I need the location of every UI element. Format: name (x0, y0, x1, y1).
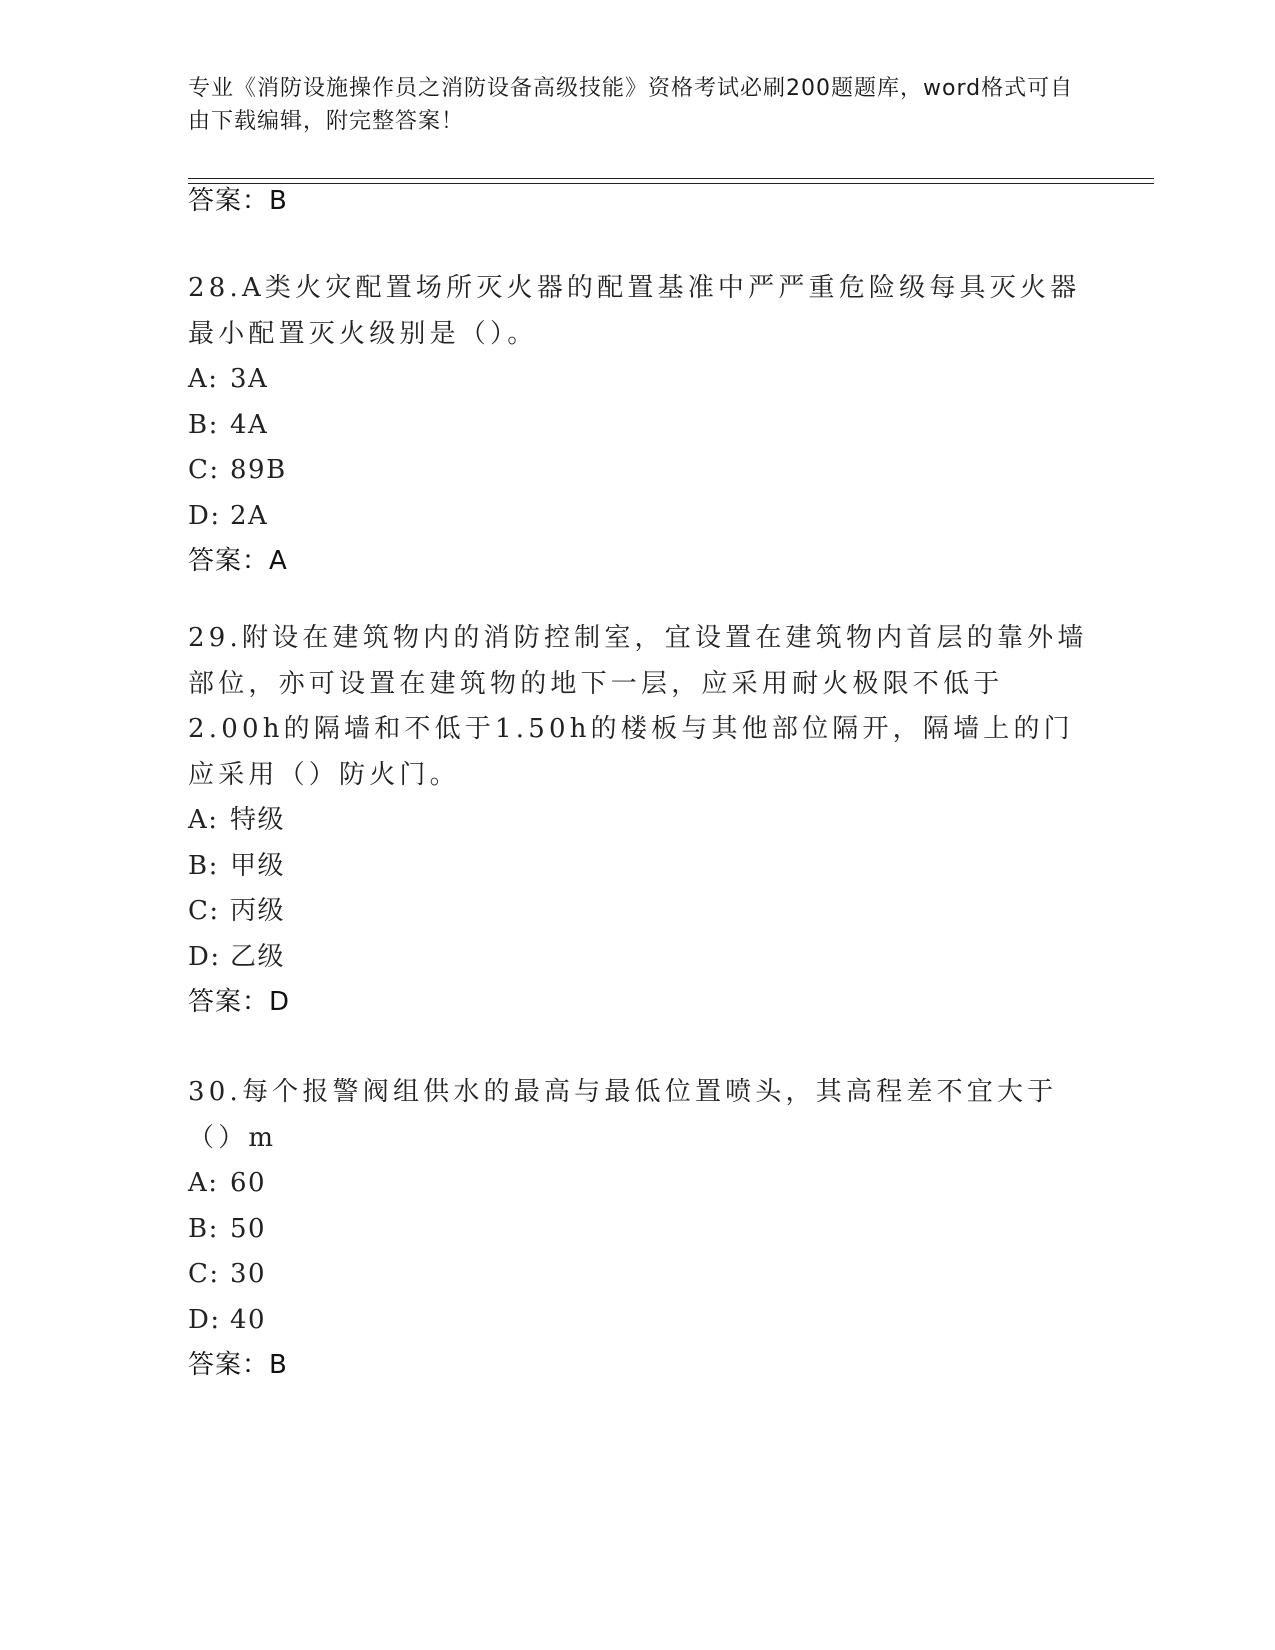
option-label: C: (188, 1259, 220, 1289)
question-28 (188, 266, 1088, 585)
option-label: A: (188, 1168, 219, 1198)
option-text: 60 (230, 1168, 267, 1198)
option-c (188, 1252, 1088, 1298)
question-answer: 答案：A (188, 546, 288, 576)
option-b (188, 403, 1088, 449)
question-answer: 答案：B (188, 1350, 288, 1380)
option-text: 30 (230, 1259, 267, 1289)
question-stem: 29.附设在建筑物内的消防控制室，宜设置在建筑物内首层的靠外墙部位，亦可设置在建筑物的地下一层，应采用耐火极限不低于2.00h的隔墙和不低于1.50h的楼板与其他部位隔开，隔墙上的门应采用（）防火门。 (188, 623, 1088, 790)
option-text: 89B (230, 455, 287, 485)
option-text: 4A (230, 409, 269, 440)
option-label: C: (188, 896, 220, 926)
option-text: 3A (230, 364, 269, 394)
question-stem: 28.A类火灾配置场所灭火器的配置基准中严严重危险级每具灭火器最小配置灭火级别是（）。 (188, 273, 1081, 349)
option-a (188, 1161, 1088, 1207)
option-c (188, 889, 1088, 935)
option-text: 乙级 (230, 941, 286, 972)
question-29 (188, 616, 1088, 1026)
option-text: 50 (230, 1213, 267, 1244)
question-30 (188, 1070, 1088, 1389)
option-text: 丙级 (230, 896, 286, 926)
option-text: 2A (230, 500, 269, 531)
header-divider-bottom (188, 183, 1154, 184)
option-d (188, 494, 1088, 540)
option-text: 40 (230, 1304, 267, 1335)
option-label: C: (188, 455, 220, 485)
option-label: A: (188, 805, 219, 835)
option-a (188, 798, 1088, 844)
option-label: D: (188, 941, 221, 972)
question-stem: 30.每个报警阀组供水的最高与最低位置喷头，其高程差不宜大于（）m (188, 1077, 1058, 1153)
option-d (188, 1298, 1088, 1344)
option-b (188, 844, 1088, 890)
header-intro: 专业《消防设施操作员之消防设备高级技能》资格考试必刷200题题库，word格式可自由下载编辑，附完整答案！ (188, 76, 1074, 134)
option-text: 甲级 (230, 850, 286, 881)
header-divider-top (188, 178, 1154, 179)
option-label: B: (188, 850, 219, 881)
option-d (188, 935, 1088, 981)
previous-answer: 答案：B (188, 186, 288, 216)
option-label: D: (188, 500, 221, 531)
option-b (188, 1207, 1088, 1253)
option-label: B: (188, 1213, 219, 1244)
option-label: D: (188, 1304, 221, 1335)
option-a (188, 357, 1088, 403)
option-label: B: (188, 409, 219, 440)
question-answer: 答案：D (188, 987, 291, 1017)
option-c (188, 448, 1088, 494)
option-text: 特级 (230, 805, 286, 835)
option-label: A: (188, 364, 219, 394)
